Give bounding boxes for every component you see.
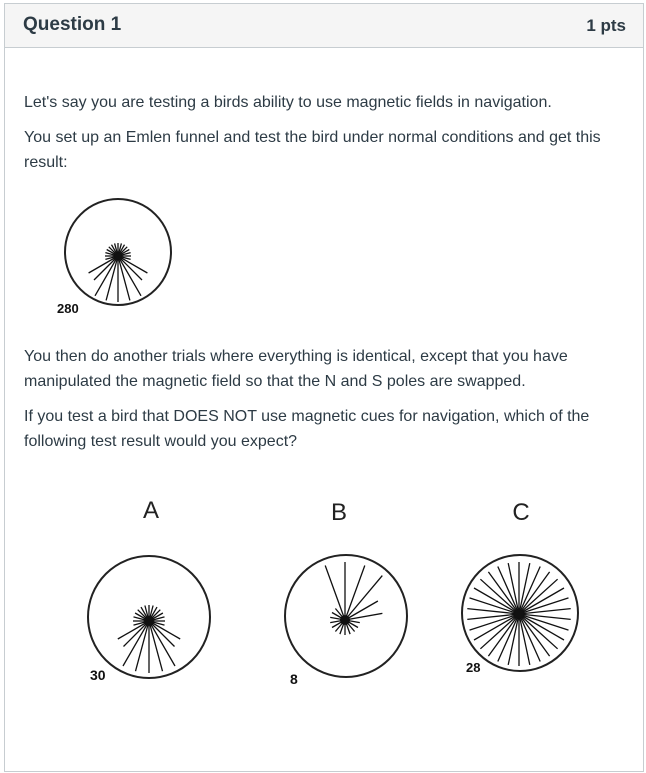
baseline-count-label: 280 xyxy=(57,301,79,316)
option-c-center-dot xyxy=(514,609,524,619)
option-b-center-dot xyxy=(340,615,350,625)
option-a-center-dot xyxy=(144,616,154,626)
intro-text: Let's say you are testing a birds ability to use magnetic fields in navigation. xyxy=(24,94,552,111)
trial-text: You then do another trials where everything is identical, except that you have manipulated the magnetic field so that the N and S poles are swapped. xyxy=(24,348,568,390)
baseline-orientation-rays xyxy=(89,243,148,302)
option-b-rays xyxy=(325,562,382,635)
option-a-count-label: 30 xyxy=(90,667,106,683)
option-a-letter: A xyxy=(142,497,160,524)
option-b-ray xyxy=(345,566,365,621)
question-header xyxy=(5,4,643,48)
baseline-center-dot xyxy=(114,252,122,260)
option-b-count-label: 8 xyxy=(290,671,298,687)
option-b-ray xyxy=(345,576,382,620)
option-c-letter: C xyxy=(512,499,530,526)
baseline-orientation-figure xyxy=(45,190,195,320)
question-points: 1 pts xyxy=(586,16,626,35)
option-b-letter: B xyxy=(330,499,348,526)
option-a[interactable] xyxy=(88,497,210,683)
setup-text: You set up an Emlen funnel and test the bird under normal conditions and get this result: xyxy=(24,129,601,171)
option-b-ray xyxy=(325,566,345,621)
option-c[interactable] xyxy=(462,499,578,675)
option-a-rays xyxy=(118,605,180,673)
option-b[interactable] xyxy=(285,499,407,687)
prompt-text: If you test a bird that DOES NOT use magnetic cues for navigation, which of the following test result would you expect? xyxy=(24,408,590,450)
question-title: Question 1 xyxy=(23,14,122,35)
option-c-count-label: 28 xyxy=(466,660,481,675)
question-card xyxy=(4,3,644,772)
answer-options-figure xyxy=(45,486,605,706)
